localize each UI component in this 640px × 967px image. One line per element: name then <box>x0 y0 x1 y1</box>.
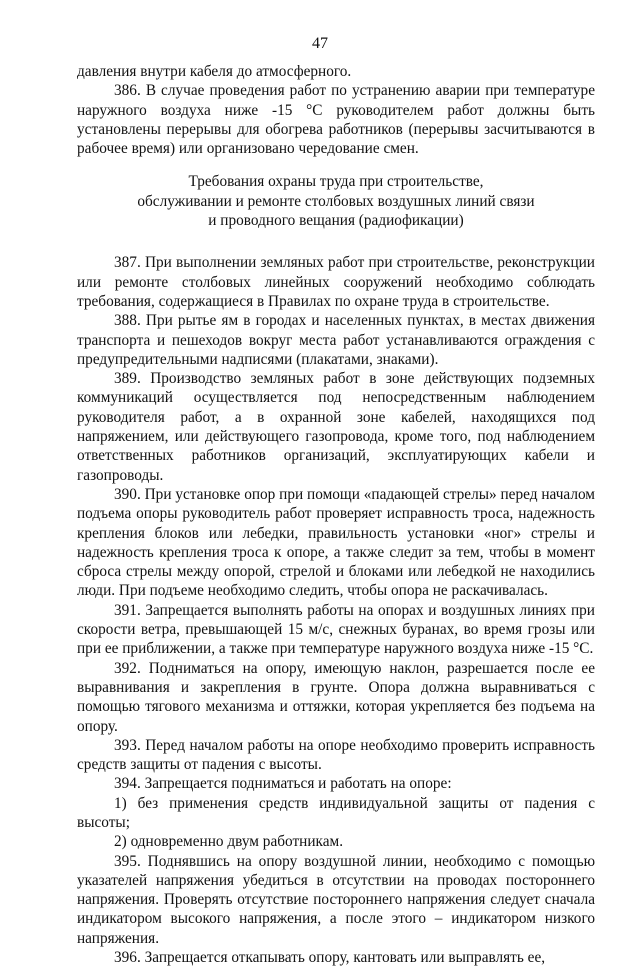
section-title-line-2: обслуживании и ремонте столбовых воздушных линий связи <box>137 192 535 210</box>
paragraph-394: 394. Запрещается подниматься и работать на опоре: <box>114 775 452 793</box>
section-title-line-1: Требования охраны труда при строительстве, <box>188 173 484 191</box>
paragraph-393: 393. Перед началом работы на опоре необходимо проверить исправность средств защиты от падения с высоты. <box>77 736 595 774</box>
page-number: 47 <box>312 35 328 52</box>
paragraph-continuation: давления внутри кабеля до атмосферного. <box>77 63 352 80</box>
paragraph-396: 396. Запрещается откапывать опору, кантовать или выправлять ее, <box>114 949 546 967</box>
document-body <box>77 62 595 967</box>
paragraph-387: 387. При выполнении земляных работ при строительстве, реконструкции или ремонте столбовых линейных сооружений необходимо соблюдать требования, содержащиеся в Правилах по охране труда в строительстве. <box>77 254 595 310</box>
paragraph-386: 386. В случае проведения работ по устранению аварии при температуре наружного воздуха ниже -15 °С руководителем работ должны быть установлены перерывы для обогрева работников (перерывы засчитываются в рабочее время) или организовано чередование смен. <box>77 82 595 158</box>
paragraph-389: 389. Производство земляных работ в зоне действующих подземных коммуникаций осуществляется под непосредственным наблюдением руководителя работ, а в охранной зоне кабелей, находящихся под напряжением, или действующего газопровода, кроме того, под наблюдением ответственных работников организаций, эксплуатирующих кабели и газопроводы. <box>77 370 595 484</box>
list-item-1: 1) без применения средств индивидуальной защиты от падения с высоты; <box>77 794 595 831</box>
section-title-line-3: и проводного вещания (радиофикации) <box>208 212 464 230</box>
list-item-2: 2) одновременно двум работникам. <box>114 833 344 851</box>
paragraph-395: 395. Поднявшись на опору воздушной линии, необходимо с помощью указателей напряжения убедиться в отсутствии на проводах постороннего напряжения. Проверять отсутствие постороннего напряжения следует сначала индикатором высокого напряжения, а после этого – индикатором низкого напряжения. <box>77 852 595 947</box>
paragraph-390: 390. При установке опор при помощи «падающей стрелы» перед началом подъема опоры руководитель работ проверяет исправность троса, надежность крепления блоков или лебедки, правильность установки «ног» стрелы и надежность крепления троса к опоре, а также следит за тем, чтобы в момент сброса стрелы между опорой, стрелой и блоками или лебедкой не находились люди. При подъеме необходимо следить, чтобы опора не раскачивалась. <box>77 485 595 600</box>
paragraph-391: 391. Запрещается выполнять работы на опорах и воздушных линиях при скорости ветра, превышающей 15 м/с, снежных буранах, во время грозы или при ее приближении, а также при температуре наружного воздуха ниже -15 °С. <box>77 601 595 658</box>
paragraph-392: 392. Подниматься на опору, имеющую наклон, разрешается после ее выравнивания и закрепления в грунте. Опора должна выравниваться с помощью тягового механизма и оттяжки, которая укрепляется без подъема на опору. <box>77 659 595 735</box>
paragraph-388: 388. При рытье ям в городах и населенных пунктах, в местах движения транспорта и пешеходов вокруг места работ устанавливаются ограждения с предупредительными надписями (плакатами, знаками). <box>77 312 595 368</box>
section-title <box>77 172 595 230</box>
